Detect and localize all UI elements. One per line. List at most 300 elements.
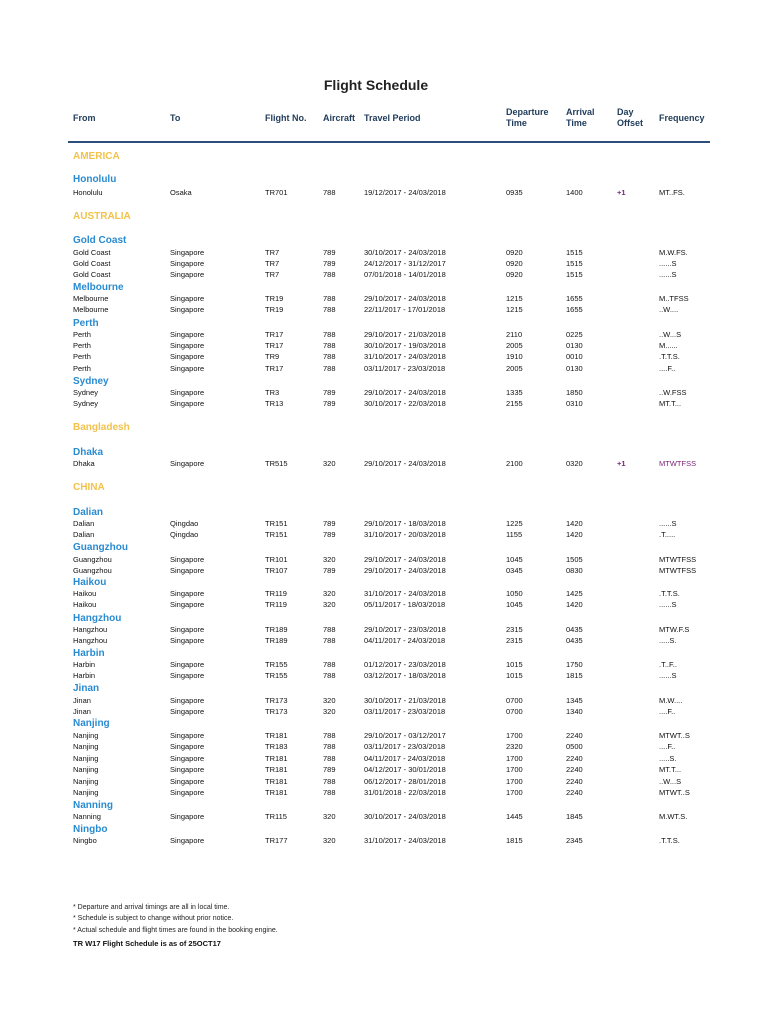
from-cell: Harbin: [73, 671, 96, 680]
to-cell: Singapore: [170, 696, 205, 705]
from-cell: Perth: [73, 330, 91, 339]
frequency-cell: MTW.F.S: [659, 625, 690, 634]
departure-time-cell: 2320: [506, 742, 523, 751]
header-travel-period: Travel Period: [364, 113, 421, 123]
flight-number-cell: TR189: [265, 625, 288, 634]
flight-number-cell: TR19: [265, 294, 284, 303]
to-cell: Singapore: [170, 754, 205, 763]
aircraft-cell: 320: [323, 696, 336, 705]
travel-period-cell: 29/10/2017 - 24/03/2018: [364, 459, 446, 468]
flight-number-cell: TR7: [265, 259, 280, 268]
travel-period-cell: 04/11/2017 - 24/03/2018: [364, 754, 446, 763]
header-flight-no: Flight No.: [265, 113, 307, 123]
city-heading: Harbin: [73, 648, 105, 659]
to-cell: Singapore: [170, 364, 205, 373]
flight-row: [0, 352, 768, 363]
from-cell: Ningbo: [73, 836, 97, 845]
aircraft-cell: 789: [323, 566, 336, 575]
departure-time-cell: 1215: [506, 305, 523, 314]
to-cell: Singapore: [170, 341, 205, 350]
aircraft-cell: 320: [323, 812, 336, 821]
frequency-cell: ......S: [659, 259, 677, 268]
arrival-time-cell: 0320: [566, 459, 583, 468]
header-day-offset: Day Offset: [617, 107, 644, 128]
aircraft-cell: 788: [323, 352, 336, 361]
header-arrival-time: Arrival Time: [566, 107, 595, 128]
departure-time-cell: 1335: [506, 388, 523, 397]
to-cell: Singapore: [170, 600, 205, 609]
aircraft-cell: 788: [323, 364, 336, 373]
flight-row: [0, 188, 768, 199]
flight-number-cell: TR3: [265, 388, 280, 397]
travel-period-cell: 07/01/2018 - 14/01/2018: [364, 270, 446, 279]
to-cell: Singapore: [170, 660, 205, 669]
departure-time-cell: 1045: [506, 600, 523, 609]
frequency-cell: MT.T...: [659, 399, 682, 408]
arrival-time-cell: 1420: [566, 519, 583, 528]
to-cell: Singapore: [170, 777, 205, 786]
arrival-time-cell: 1845: [566, 812, 583, 821]
flight-number-cell: TR7: [265, 248, 280, 257]
from-cell: Perth: [73, 352, 91, 361]
arrival-time-cell: 2240: [566, 765, 583, 774]
travel-period-cell: 31/01/2018 - 22/03/2018: [364, 788, 446, 797]
travel-period-cell: 30/10/2017 - 24/03/2018: [364, 248, 446, 257]
departure-time-cell: 2315: [506, 636, 523, 645]
arrival-time-cell: 2345: [566, 836, 583, 845]
aircraft-cell: 788: [323, 625, 336, 634]
flight-row: [0, 364, 768, 375]
note-subject-to-change: * Schedule is subject to change without prior notice.: [73, 915, 234, 922]
travel-period-cell: 05/11/2017 - 18/03/2018: [364, 600, 446, 609]
arrival-time-cell: 0435: [566, 636, 583, 645]
travel-period-cell: 29/10/2017 - 03/12/2017: [364, 731, 446, 740]
aircraft-cell: 788: [323, 188, 336, 197]
aircraft-cell: 789: [323, 388, 336, 397]
aircraft-cell: 788: [323, 671, 336, 680]
aircraft-cell: 789: [323, 248, 336, 257]
travel-period-cell: 04/11/2017 - 24/03/2018: [364, 636, 446, 645]
city-heading: Perth: [73, 318, 99, 329]
flight-number-cell: TR115: [265, 812, 287, 821]
departure-time-cell: 1225: [506, 519, 523, 528]
travel-period-cell: 24/12/2017 - 31/12/2017: [364, 259, 446, 268]
arrival-time-cell: 2240: [566, 731, 583, 740]
city-heading: Dalian: [73, 507, 104, 518]
travel-period-cell: 30/10/2017 - 24/03/2018: [364, 812, 446, 821]
from-cell: Honolulu: [73, 188, 103, 197]
travel-period-cell: 30/10/2017 - 21/03/2018: [364, 696, 446, 705]
departure-time-cell: 0700: [506, 707, 523, 716]
to-cell: Singapore: [170, 589, 205, 598]
departure-time-cell: 1050: [506, 589, 523, 598]
travel-period-cell: 29/10/2017 - 18/03/2018: [364, 519, 446, 528]
flight-row: [0, 754, 768, 765]
departure-time-cell: 1015: [506, 660, 523, 669]
departure-time-cell: 1700: [506, 754, 523, 763]
to-cell: Singapore: [170, 294, 205, 303]
aircraft-cell: 788: [323, 330, 336, 339]
from-cell: Guangzhou: [73, 555, 112, 564]
frequency-cell: .....S.: [659, 636, 677, 645]
from-cell: Haikou: [73, 600, 97, 609]
arrival-time-cell: 0830: [566, 566, 583, 575]
from-cell: Nanjing: [73, 777, 99, 786]
arrival-time-cell: 0130: [566, 341, 583, 350]
frequency-cell: .T.T.S.: [659, 836, 680, 845]
region-heading: AMERICA: [73, 151, 120, 162]
aircraft-cell: 789: [323, 259, 336, 268]
from-cell: Sydney: [73, 399, 99, 408]
frequency-cell: MT..FS.: [659, 188, 685, 197]
arrival-time-cell: 0435: [566, 625, 583, 634]
city-heading: Dhaka: [73, 447, 104, 458]
frequency-cell: MTWTFSS: [659, 555, 697, 564]
departure-time-cell: 2005: [506, 364, 523, 373]
note-booking-engine: * Actual schedule and flight times are found in the booking engine.: [73, 927, 278, 934]
flight-number-cell: TR151: [265, 519, 288, 528]
header-from: From: [73, 113, 96, 123]
to-cell: Singapore: [170, 352, 205, 361]
travel-period-cell: 03/11/2017 - 23/03/2018: [364, 742, 446, 751]
frequency-cell: M......: [659, 341, 678, 350]
to-cell: Singapore: [170, 742, 205, 751]
travel-period-cell: 29/10/2017 - 24/03/2018: [364, 566, 446, 575]
city-heading: Melbourne: [73, 282, 124, 293]
flight-number-cell: TR119: [265, 600, 287, 609]
flight-number-cell: TR181: [265, 754, 288, 763]
aircraft-cell: 788: [323, 731, 336, 740]
travel-period-cell: 31/10/2017 - 20/03/2018: [364, 530, 446, 539]
arrival-time-cell: 1515: [566, 270, 583, 279]
flight-row: [0, 566, 768, 577]
flight-row: [0, 707, 768, 718]
aircraft-cell: 788: [323, 660, 336, 669]
arrival-time-cell: 1515: [566, 248, 583, 257]
to-cell: Singapore: [170, 731, 205, 740]
aircraft-cell: 789: [323, 399, 336, 408]
aircraft-cell: 788: [323, 742, 336, 751]
from-cell: Nanjing: [73, 731, 99, 740]
city-heading: Hangzhou: [73, 613, 122, 624]
departure-time-cell: 1155: [506, 530, 523, 539]
departure-time-cell: 2315: [506, 625, 523, 634]
frequency-cell: ..W...S: [659, 330, 682, 339]
frequency-cell: M.W....: [659, 696, 683, 705]
flight-row: [0, 270, 768, 281]
flight-number-cell: TR701: [265, 188, 288, 197]
flight-row: [0, 600, 768, 611]
flight-number-cell: TR155: [265, 660, 288, 669]
departure-time-cell: 1910: [506, 352, 523, 361]
aircraft-cell: 320: [323, 600, 336, 609]
frequency-cell: .....S.: [659, 754, 677, 763]
aircraft-cell: 320: [323, 589, 336, 598]
aircraft-cell: 320: [323, 555, 336, 564]
travel-period-cell: 06/12/2017 - 28/01/2018: [364, 777, 446, 786]
header-frequency: Frequency: [659, 113, 705, 123]
to-cell: Singapore: [170, 270, 205, 279]
aircraft-cell: 789: [323, 765, 336, 774]
flight-row: [0, 765, 768, 776]
from-cell: Nanjing: [73, 788, 99, 797]
frequency-cell: ......S: [659, 671, 677, 680]
city-heading: Haikou: [73, 577, 107, 588]
flight-row: [0, 330, 768, 341]
frequency-cell: .T.T.S.: [659, 589, 680, 598]
departure-time-cell: 0700: [506, 696, 523, 705]
departure-time-cell: 0935: [506, 188, 523, 197]
flight-row: [0, 341, 768, 352]
arrival-time-cell: 0310: [566, 399, 583, 408]
from-cell: Dalian: [73, 530, 95, 539]
from-cell: Dalian: [73, 519, 95, 528]
flight-row: [0, 671, 768, 682]
day-offset-cell: +1: [617, 188, 626, 197]
departure-time-cell: 1015: [506, 671, 523, 680]
frequency-cell: ....F..: [659, 364, 676, 373]
from-cell: Melbourne: [73, 305, 109, 314]
to-cell: Singapore: [170, 330, 205, 339]
aircraft-cell: 788: [323, 341, 336, 350]
from-cell: Gold Coast: [73, 270, 111, 279]
flight-row: [0, 305, 768, 316]
travel-period-cell: 29/10/2017 - 24/03/2018: [364, 388, 446, 397]
to-cell: Singapore: [170, 259, 205, 268]
aircraft-cell: 788: [323, 788, 336, 797]
aircraft-cell: 789: [323, 519, 336, 528]
flight-number-cell: TR173: [265, 696, 288, 705]
departure-time-cell: 2100: [506, 459, 523, 468]
flight-number-cell: TR181: [265, 777, 288, 786]
flight-number-cell: TR181: [265, 731, 288, 740]
departure-time-cell: 1700: [506, 731, 523, 740]
flight-number-cell: TR181: [265, 788, 288, 797]
departure-time-cell: 1700: [506, 788, 523, 797]
flight-row: [0, 530, 768, 541]
arrival-time-cell: 0010: [566, 352, 583, 361]
aircraft-cell: 788: [323, 305, 336, 314]
to-cell: Singapore: [170, 671, 205, 680]
city-heading: Jinan: [73, 683, 100, 694]
to-cell: Singapore: [170, 625, 205, 634]
to-cell: Singapore: [170, 248, 205, 257]
from-cell: Nanjing: [73, 765, 99, 774]
arrival-time-cell: 2240: [566, 788, 583, 797]
flight-number-cell: TR7: [265, 270, 280, 279]
to-cell: Singapore: [170, 388, 205, 397]
aircraft-cell: 788: [323, 636, 336, 645]
from-cell: Haikou: [73, 589, 97, 598]
flight-row: [0, 777, 768, 788]
arrival-time-cell: 1345: [566, 696, 583, 705]
city-heading: Nanning: [73, 800, 113, 811]
travel-period-cell: 04/12/2017 - 30/01/2018: [364, 765, 446, 774]
to-cell: Singapore: [170, 707, 205, 716]
aircraft-cell: 320: [323, 459, 336, 468]
aircraft-cell: 320: [323, 836, 336, 845]
travel-period-cell: 29/10/2017 - 23/03/2018: [364, 625, 446, 634]
frequency-cell: MT.T...: [659, 765, 682, 774]
from-cell: Melbourne: [73, 294, 109, 303]
from-cell: Gold Coast: [73, 259, 111, 268]
flight-number-cell: TR17: [265, 330, 284, 339]
travel-period-cell: 03/11/2017 - 23/03/2018: [364, 707, 446, 716]
frequency-cell: M.WT.S.: [659, 812, 688, 821]
region-heading: AUSTRALIA: [73, 211, 131, 222]
flight-number-cell: TR183: [265, 742, 288, 751]
frequency-cell: ..W.FSS: [659, 388, 687, 397]
flight-row: [0, 555, 768, 566]
from-cell: Nanning: [73, 812, 101, 821]
from-cell: Guangzhou: [73, 566, 112, 575]
flight-row: [0, 696, 768, 707]
from-cell: Gold Coast: [73, 248, 111, 257]
frequency-cell: MTWTFSS: [659, 566, 697, 575]
departure-time-cell: 1215: [506, 294, 523, 303]
from-cell: Perth: [73, 341, 91, 350]
aircraft-cell: 788: [323, 270, 336, 279]
departure-time-cell: 2110: [506, 330, 523, 339]
travel-period-cell: 01/12/2017 - 23/03/2018: [364, 660, 446, 669]
departure-time-cell: 2005: [506, 341, 523, 350]
arrival-time-cell: 1400: [566, 188, 583, 197]
departure-time-cell: 1700: [506, 765, 523, 774]
note-local-time: * Departure and arrival timings are all in local time.: [73, 904, 230, 911]
travel-period-cell: 03/11/2017 - 23/03/2018: [364, 364, 446, 373]
flight-number-cell: TR101: [265, 555, 288, 564]
region-heading: CHINA: [73, 482, 105, 493]
arrival-time-cell: 0500: [566, 742, 583, 751]
from-cell: Hangzhou: [73, 625, 108, 634]
aircraft-cell: 788: [323, 777, 336, 786]
travel-period-cell: 22/11/2017 - 17/01/2018: [364, 305, 446, 314]
travel-period-cell: 31/10/2017 - 24/03/2018: [364, 352, 446, 361]
frequency-cell: ....F..: [659, 742, 676, 751]
frequency-cell: MTWTFSS: [659, 459, 697, 468]
from-cell: Nanjing: [73, 754, 99, 763]
arrival-time-cell: 1420: [566, 600, 583, 609]
frequency-cell: M..TFSS: [659, 294, 689, 303]
to-cell: Singapore: [170, 566, 205, 575]
header-aircraft: Aircraft: [323, 113, 356, 123]
schedule-version-note: TR W17 Flight Schedule is as of 25OCT17: [73, 939, 221, 948]
from-cell: Jinan: [73, 707, 91, 716]
flight-row: [0, 459, 768, 470]
from-cell: Harbin: [73, 660, 96, 669]
to-cell: Singapore: [170, 788, 205, 797]
city-heading: Nanjing: [73, 718, 110, 729]
departure-time-cell: 0345: [506, 566, 523, 575]
flight-number-cell: TR151: [265, 530, 288, 539]
flight-number-cell: TR119: [265, 589, 287, 598]
header-departure-time: Departure Time: [506, 107, 549, 128]
to-cell: Qingdao: [170, 530, 199, 539]
to-cell: Singapore: [170, 399, 205, 408]
page-title: Flight Schedule: [323, 77, 429, 93]
flight-row: [0, 519, 768, 530]
frequency-cell: .T.....: [659, 530, 676, 539]
arrival-time-cell: 1515: [566, 259, 583, 268]
from-cell: Jinan: [73, 696, 91, 705]
flight-row: [0, 731, 768, 742]
from-cell: Sydney: [73, 388, 99, 397]
flight-number-cell: TR515: [265, 459, 288, 468]
arrival-time-cell: 1850: [566, 388, 583, 397]
arrival-time-cell: 1340: [566, 707, 583, 716]
to-cell: Singapore: [170, 765, 205, 774]
frequency-cell: MTWT..S: [659, 731, 690, 740]
flight-number-cell: TR181: [265, 765, 288, 774]
frequency-cell: ......S: [659, 270, 677, 279]
travel-period-cell: 30/10/2017 - 22/03/2018: [364, 399, 446, 408]
to-cell: Singapore: [170, 305, 205, 314]
arrival-time-cell: 0130: [566, 364, 583, 373]
flight-row: [0, 742, 768, 753]
flight-row: [0, 589, 768, 600]
flight-number-cell: TR17: [265, 364, 284, 373]
flight-row: [0, 388, 768, 399]
city-heading: Sydney: [73, 376, 109, 387]
travel-period-cell: 19/12/2017 - 24/03/2018: [364, 188, 446, 197]
frequency-cell: MTWT..S: [659, 788, 690, 797]
flight-row: [0, 625, 768, 636]
arrival-time-cell: 1750: [566, 660, 583, 669]
flight-number-cell: TR19: [265, 305, 284, 314]
flight-row: [0, 259, 768, 270]
from-cell: Perth: [73, 364, 91, 373]
departure-time-cell: 0920: [506, 248, 523, 257]
city-heading: Ningbo: [73, 824, 108, 835]
departure-time-cell: 1445: [506, 812, 523, 821]
travel-period-cell: 29/10/2017 - 24/03/2018: [364, 294, 446, 303]
departure-time-cell: 0920: [506, 259, 523, 268]
departure-time-cell: 0920: [506, 270, 523, 279]
departure-time-cell: 1045: [506, 555, 523, 564]
departure-time-cell: 1815: [506, 836, 523, 845]
aircraft-cell: 789: [323, 530, 336, 539]
travel-period-cell: 29/10/2017 - 24/03/2018: [364, 555, 446, 564]
arrival-time-cell: 0225: [566, 330, 583, 339]
flight-number-cell: TR13: [265, 399, 284, 408]
flight-row: [0, 636, 768, 647]
flight-row: [0, 248, 768, 259]
from-cell: Dhaka: [73, 459, 95, 468]
city-heading: Gold Coast: [73, 235, 127, 246]
flight-number-cell: TR189: [265, 636, 288, 645]
day-offset-cell: +1: [617, 459, 626, 468]
flight-number-cell: TR17: [265, 341, 284, 350]
travel-period-cell: 31/10/2017 - 24/03/2018: [364, 836, 446, 845]
frequency-cell: ....F..: [659, 707, 676, 716]
to-cell: Singapore: [170, 459, 205, 468]
arrival-time-cell: 1655: [566, 305, 583, 314]
flight-number-cell: TR107: [265, 566, 288, 575]
flight-row: [0, 660, 768, 671]
flight-number-cell: TR177: [265, 836, 288, 845]
arrival-time-cell: 2240: [566, 777, 583, 786]
arrival-time-cell: 1425: [566, 589, 583, 598]
travel-period-cell: 29/10/2017 - 21/03/2018: [364, 330, 446, 339]
flight-row: [0, 788, 768, 799]
to-cell: Singapore: [170, 555, 205, 564]
to-cell: Singapore: [170, 812, 205, 821]
arrival-time-cell: 2240: [566, 754, 583, 763]
to-cell: Singapore: [170, 836, 205, 845]
travel-period-cell: 30/10/2017 - 19/03/2018: [364, 341, 446, 350]
header-to: To: [170, 113, 181, 123]
to-cell: Qingdao: [170, 519, 199, 528]
